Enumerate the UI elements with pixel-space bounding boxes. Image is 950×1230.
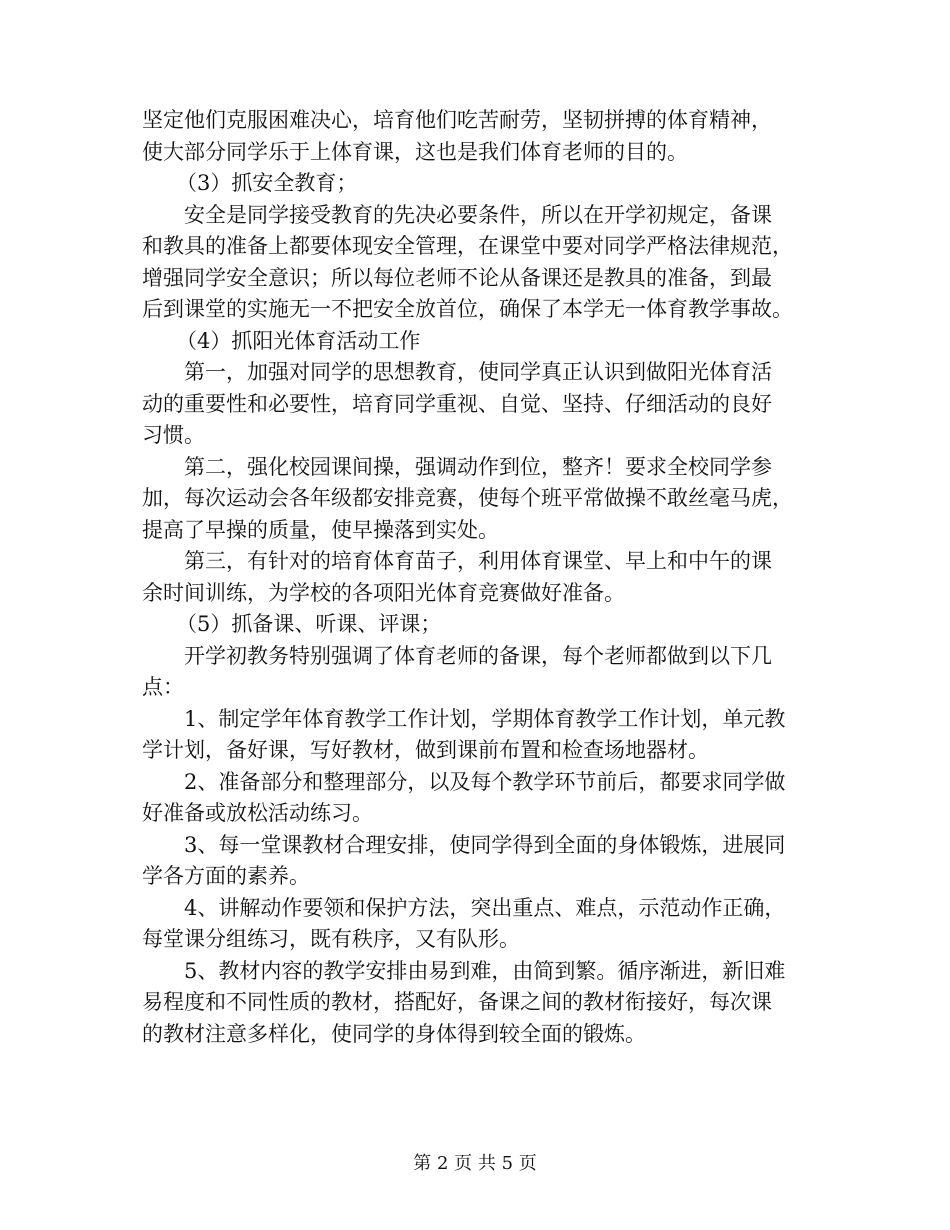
text-line: 加，每次运动会各年级都安排竞赛，使每个班平常做操不敢丝毫马虎， (142, 486, 793, 510)
text-line: 易程度和不同性质的教材，搭配好，备课之间的教材衔接好，每次课 (142, 990, 772, 1014)
text-line: 使大部分同学乐于上体育课，这也是我们体育老师的目的。 (142, 139, 688, 164)
text-line: 坚定他们克服困难决心，培育他们吃苦耐劳，坚韧拼搏的体育精神， (142, 108, 772, 132)
text-line: 习惯。 (142, 423, 205, 447)
text-line: 增强同学安全意识；所以每位老师不论从备课还是教具的准备，到最 (142, 265, 772, 290)
section-heading-line: （4）抓阳光体育活动工作 (176, 328, 421, 353)
text-line: 每堂课分组练习，既有秩序，又有队形。 (142, 927, 520, 951)
text-line: 第二，强化校园课间操，强调动作到位，整齐！要求全校同学参 (184, 454, 772, 479)
text-line: 2、准备部分和整理部分，以及每个教学环节前后，都要求同学做 (184, 769, 786, 794)
text-line: 提高了早操的质量，使早操落到实处。 (142, 517, 499, 542)
document-body (142, 105, 812, 1050)
text-line: 点： (142, 675, 184, 699)
text-line: 3、每一堂课教材合理安排，使同学得到全面的身体锻炼，进展同 (184, 832, 786, 857)
text-line: 开学初教务特别强调了体育老师的备课，每个老师都做到以下几 (184, 643, 772, 668)
section-heading-line: （5）抓备课、听课、评课； (176, 612, 442, 636)
text-line: 4、讲解动作要领和保护方法，突出重点、难点，示范动作正确， (184, 895, 786, 920)
section-heading-line: （3）抓安全教育； (176, 171, 358, 195)
text-line: 的教材注意多样化，使同学的身体得到较全面的锻炼。 (142, 1021, 646, 1046)
text-line: 和教具的准备上都要体现安全管理，在课堂中要对同学严格法律规范， (142, 234, 793, 258)
text-line: 第一，加强对同学的思想教育，使同学真正认识到做阳光体育活 (184, 360, 772, 384)
text-line: 5、教材内容的教学安排由易到难，由简到繁。循序渐进，新旧难 (184, 958, 786, 983)
text-line: 好准备或放松活动练习。 (142, 801, 373, 825)
text-line: 后到课堂的实施无一不把安全放首位，确保了本学无一体育教学事故。 (142, 297, 793, 321)
text-line: 1、制定学年体育教学工作计划，学期体育教学工作计划，单元教 (184, 706, 786, 731)
text-line: 学计划，备好课，写好教材，做到课前布置和检查场地器材。 (142, 738, 709, 762)
text-line: 动的重要性和必要性，培育同学重视、自觉、坚持、仔细活动的良好 (142, 391, 772, 416)
text-line: 余时间训练，为学校的各项阳光体育竞赛做好准备。 (142, 580, 625, 605)
text-line: 第三，有针对的培育体育苗子，利用体育课堂、早上和中午的课 (184, 549, 772, 573)
text-line: 安全是同学接受教育的先决必要条件，所以在开学初规定，备课 (184, 202, 772, 227)
page-number-footer: 第 2 页 共 5 页 (413, 1153, 537, 1174)
text-line: 学各方面的素养。 (142, 864, 310, 888)
